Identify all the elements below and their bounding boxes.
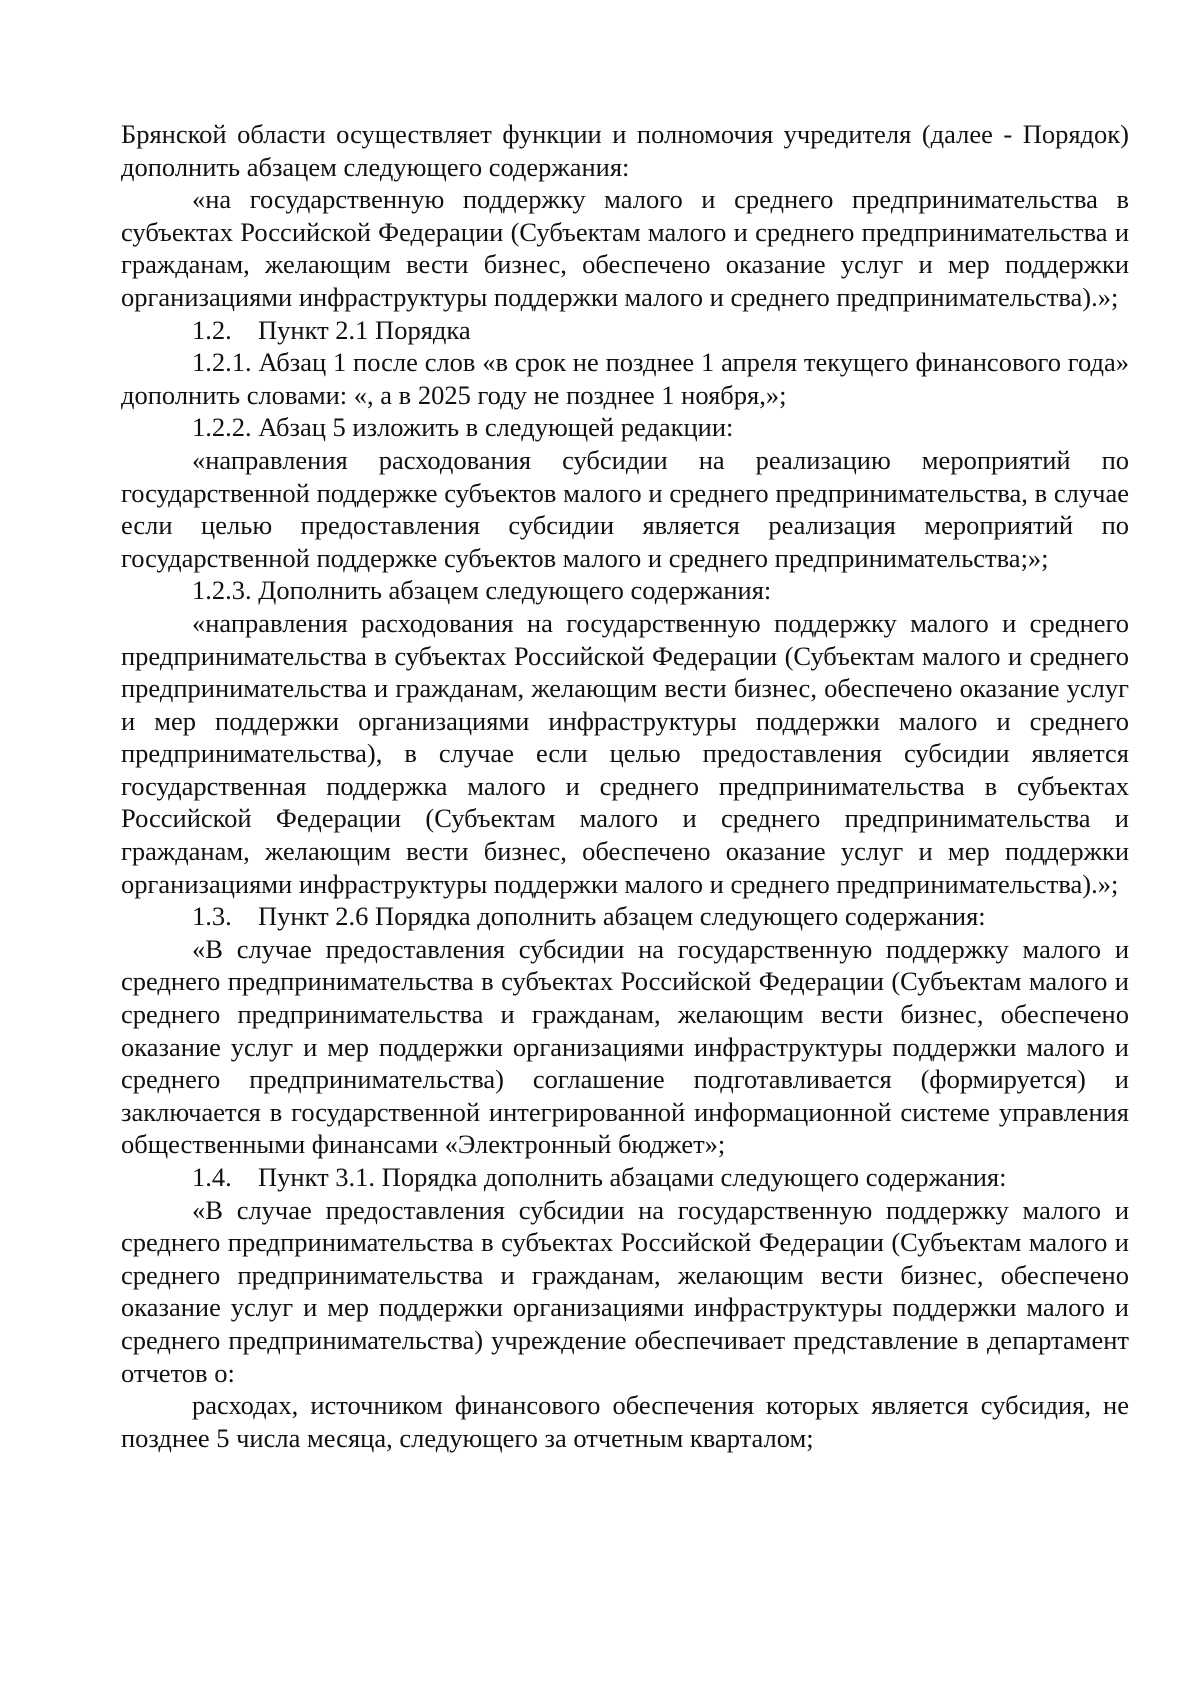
paragraph: Брянской области осуществляет функции и полномочия учредителя (далее - Порядок) дополнить абзацем следующего содержания:	[121, 119, 1129, 182]
paragraph	[121, 1161, 1129, 1194]
paragraph: 1.2.3. Дополнить абзацем следующего содержания:	[192, 575, 772, 606]
paragraph: 1.2.1. Абзац 1 после слов «в срок не позднее 1 апреля текущего финансового года» дополнить словами: «, а в 2025 году не позднее 1 ноября,»;	[121, 347, 1129, 410]
clause-number: 1.4.	[192, 1162, 232, 1192]
clause-number: 1.2.	[192, 314, 232, 345]
paragraph: «В случае предоставления субсидии на государственную поддержку малого и среднего предпринимательства в субъектах Российской Федерации (Субъектам малого и среднего предпринимательства и гражданам, желающим вести бизнес, обеспечено оказание услуг и мер поддержки организациями инфраструктуры поддержки малого и среднего предпринимательства) учреждение обеспечивает представление в департамент отчетов о:	[121, 1194, 1129, 1388]
paragraph: «В случае предоставления субсидии на государственную поддержку малого и среднего предпринимательства в субъектах Российской Федерации (Субъектам малого и среднего предпринимательства и гражданам, желающим вести бизнес, обеспечено оказание услуг и мер поддержки организациями инфраструктуры поддержки малого и среднего предпринимательства) соглашение подготавливается (формируется) и заключается в государственной интегрированной информационной системе управления общественными финансами «Электронный бюджет»;	[121, 933, 1129, 1160]
clause-number: 1.3.	[192, 901, 232, 932]
clause-text: Пункт 2.1 Порядка	[258, 314, 471, 345]
document-body	[121, 118, 1129, 1454]
paragraph: 1.2.2. Абзац 5 изложить в следующей редакции:	[192, 412, 734, 443]
paragraph: «направления расходования на государственную поддержку малого и среднего предпринимательства в субъектах Российской Федерации (Субъектам малого и среднего предпринимательства и гражданам, желающим вести бизнес, обеспечено оказание услуг и мер поддержки организациями инфраструктуры поддержки малого и среднего предпринимательства), в случае если целью предоставления субсидии является государственная поддержка малого и среднего предпринимательства в субъектах Российской Федерации (Субъектам малого и среднего предпринимательства и гражданам, желающим вести бизнес, обеспечено оказание услуг и мер поддержки организациями инфраструктуры поддержки малого и среднего предпринимательства).»;	[121, 607, 1129, 899]
paragraph: расходах, источником финансового обеспечения которых является субсидия, не позднее 5 числа месяца, следующего за отчетным кварталом;	[121, 1390, 1129, 1453]
paragraph: «направления расходования субсидии на реализацию мероприятий по государственной поддержке субъектов малого и среднего предпринимательства, в случае если целью предоставления субсидии является реализация мероприятий по государственной поддержке субъектов малого и среднего предпринимательства;»;	[121, 444, 1129, 573]
clause-text: Пункт 3.1. Порядка дополнить абзацами следующего содержания:	[258, 1162, 1007, 1192]
clause-text: Пункт 2.6 Порядка дополнить абзацем следующего содержания:	[258, 901, 986, 932]
paragraph	[121, 900, 1129, 933]
paragraph: «на государственную поддержку малого и среднего предпринимательства в субъектах Российской Федерации (Субъектам малого и среднего предпринимательства и гражданам, желающим вести бизнес, обеспечено оказание услуг и мер поддержки организациями инфраструктуры поддержки малого и среднего предпринимательства).»;	[121, 184, 1129, 312]
paragraph	[121, 314, 1129, 347]
